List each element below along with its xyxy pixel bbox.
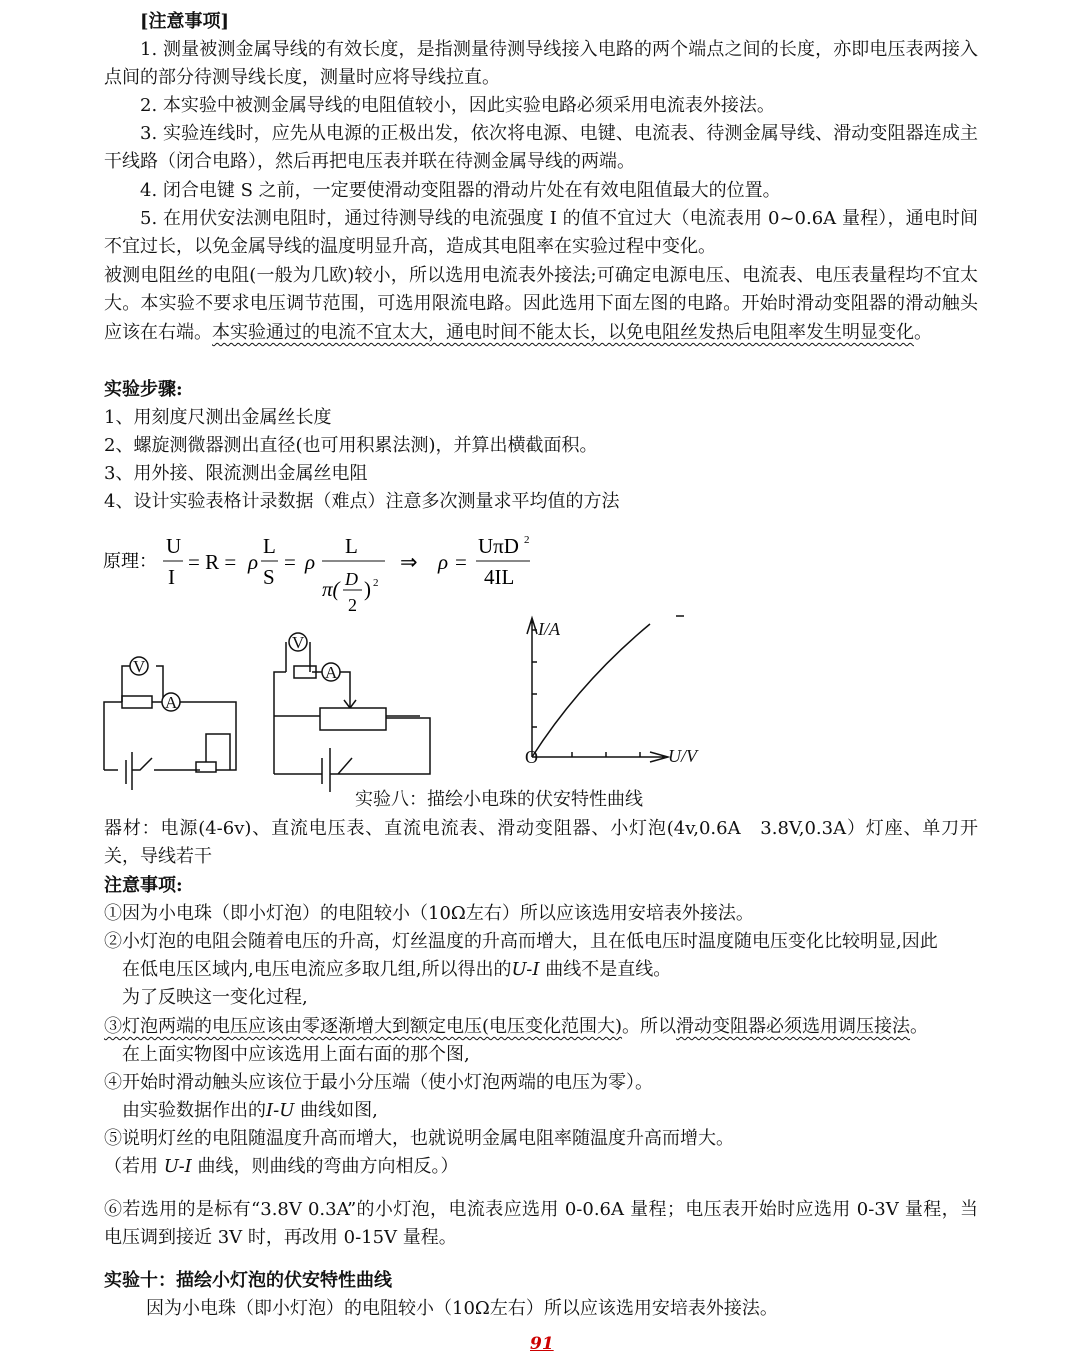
f-rho: ρ — [248, 550, 259, 574]
t: 曲线如图, — [294, 1100, 378, 1121]
circuit-choice-paragraph — [104, 262, 978, 347]
f-pi: π( — [322, 577, 340, 601]
iv-characteristic-graph — [500, 612, 720, 772]
t: 。 — [910, 1016, 929, 1037]
a-label-2: A — [325, 663, 338, 682]
t: 滑动变阻器必须选用调压接法 — [676, 1016, 911, 1037]
step-3: 3、用外接、限流测出金属丝电阻 — [104, 463, 368, 484]
t: 在低电压区域内,电压电流应多取几组,所以得出的 — [122, 959, 512, 980]
limiting-circuit — [104, 657, 236, 790]
f-i: I — [168, 565, 175, 589]
materials: 器材：电源(4-6v)、直流电压表、直流电流表、滑动变阻器、小灯泡(4v,0.6A 3.8V,0.3A）灯座、单刀开关，导线若干 — [104, 818, 978, 868]
exp8-note-5-cont — [104, 1153, 978, 1181]
v-label: V — [133, 657, 146, 676]
f-arrow: ⇒ — [400, 550, 418, 574]
paragraph-end: 。 — [914, 321, 932, 343]
note-4: 4. 闭合电键 S 之前，一定要使滑动变阻器的滑动片处在有效电阻值最大的位置。 — [140, 180, 781, 201]
f-rho3: ρ — [438, 550, 449, 574]
resistivity-formula — [100, 530, 560, 620]
f-sq2: 2 — [524, 534, 530, 546]
exp8-note-2-end: 为了反映这一变化过程, — [122, 987, 308, 1008]
f-u: U — [166, 534, 182, 558]
paragraph-text: 被测电阻丝的电阻(一般为几欧)较小，所以选用电流表外接法;可确定电源电压、电流表、电压表量程均不宜太大。本实验不要求电压调节范围，可选用限流电路。因此选用下面左图的电路。开始时滑动变阻器的滑动触头应该在右端。 — [104, 265, 978, 343]
x-axis-label: U/V — [668, 746, 697, 766]
iv-curve — [532, 624, 650, 757]
underlined-text: 本实验通过的电流不宜太大，通电时间不能太长，以免电阻丝发热后电阻率发生明显变化 — [212, 321, 914, 343]
exp8-note-3-cont: 在上面实物图中应该选用上面右面的那个图, — [122, 1044, 470, 1065]
f-eq: = — [284, 550, 296, 574]
t: ③灯泡两端的电压应该由零逐渐增大到额定电压(电压变化范围大) — [104, 1016, 623, 1037]
t: 曲线不是直线。 — [539, 959, 672, 980]
t: U-I — [163, 1156, 192, 1177]
experiment-10-text: 因为小电珠（即小灯泡）的电阻较小（10Ω左右）所以应该选用安培表外接法。 — [146, 1298, 778, 1319]
v-label-2: V — [292, 633, 305, 652]
a-label: A — [165, 693, 178, 712]
f-r: = R = — [188, 550, 237, 574]
f-close: ) — [364, 577, 371, 601]
f-eq2: = — [455, 550, 467, 574]
step-2: 2、螺旋测微器测出直径(也可用积累法测)，并算出横截面积。 — [104, 435, 598, 456]
exp8-note-6: ⑥若选用的是标有“3.8V 0.3A”的小灯泡，电流表应选用 0-0.6A 量程；电压表开始时应选用 0-3V 量程，当电压调到接近 3V 时，再改用 0-15V 量程。 — [104, 1199, 978, 1249]
f-rho2: ρ — [305, 550, 316, 574]
step-4: 4、设计实验表格计录数据（难点）注意多次测量求平均值的方法 — [104, 491, 620, 512]
exp8-note-4: ④开始时滑动触头应该位于最小分压端（使小灯泡两端的电压为零）。 — [104, 1072, 653, 1093]
y-axis-label: I/A — [538, 619, 560, 639]
exp8-note-2-cont — [104, 956, 996, 984]
exp8-note-5: ⑤说明灯丝的电阻随温度升高而增大，也就说明金属电阻率随温度升高而增大。 — [104, 1128, 734, 1149]
exp8-note-4-cont — [104, 1097, 996, 1125]
t: 由实验数据作出的 — [122, 1100, 266, 1121]
f-two: 2 — [348, 595, 357, 615]
f-s: S — [263, 565, 275, 589]
exp8-notes-heading: 注意事项: — [104, 875, 183, 896]
note-2: 2. 本实验中被测金属导线的电阻值较小，因此实验电路必须采用电流表外接法。 — [140, 95, 775, 116]
f-den: 4IL — [484, 565, 515, 589]
experiment-10-heading: 实验十：描绘小灯泡的伏安特性曲线 — [104, 1270, 392, 1291]
t: 。所以 — [622, 1016, 677, 1037]
t: 曲线，则曲线的弯曲方向相反。） — [191, 1156, 459, 1177]
f-l: L — [263, 534, 276, 558]
exp8-note-1: ①因为小电珠（即小灯泡）的电阻较小（10Ω左右）所以应该选用安培表外接法。 — [104, 903, 754, 924]
experiment-8-caption: 实验八：描绘小电珠的伏安特性曲线 — [355, 789, 643, 810]
exp8-note-3 — [104, 1013, 978, 1041]
note-5: 5. 在用伏安法测电阻时，通过待测导线的电流强度 I 的值不宜过大（电流表用 0~0.6A 量程），通电时间不宜过长，以免金属导线的温度明显升高，造成其电阻率在实验过程中变化。 — [104, 208, 978, 258]
divider-circuit — [274, 633, 430, 792]
t: U-I — [511, 959, 540, 980]
steps-heading: 实验步骤: — [104, 379, 183, 400]
notes-heading: [注意事项] — [140, 11, 230, 32]
f-sq: 2 — [373, 577, 379, 589]
note-1: 1. 测量被测金属导线的有效长度，是指测量待测导线接入电路的两个端点之间的长度，亦即电压表两接入点间的部分待测导线长度，测量时应将导线拉直。 — [104, 39, 978, 89]
f-num: UπD — [478, 534, 519, 558]
exp8-note-2: ②小灯泡的电阻会随着电压的升高，灯丝温度的升高而增大，且在低电压时温度随电压变化比较明显,因此 — [104, 931, 938, 952]
note-3: 3. 实验连线时，应先从电源的正极出发，依次将电源、电键、电流表、待测金属导线、滑动变阻器连成主干线路（闭合电路），然后再把电压表并联在待测金属导线的两端。 — [104, 123, 978, 173]
t: （若用 — [104, 1156, 164, 1177]
origin-label: O — [525, 747, 538, 767]
f-l2: L — [345, 534, 358, 558]
page-number: 91 — [530, 1334, 554, 1354]
t: I-U — [266, 1100, 295, 1121]
f-d: D — [345, 569, 358, 589]
formula-label: 原理： — [103, 551, 157, 571]
step-1: 1、用刻度尺测出金属丝长度 — [104, 407, 332, 428]
